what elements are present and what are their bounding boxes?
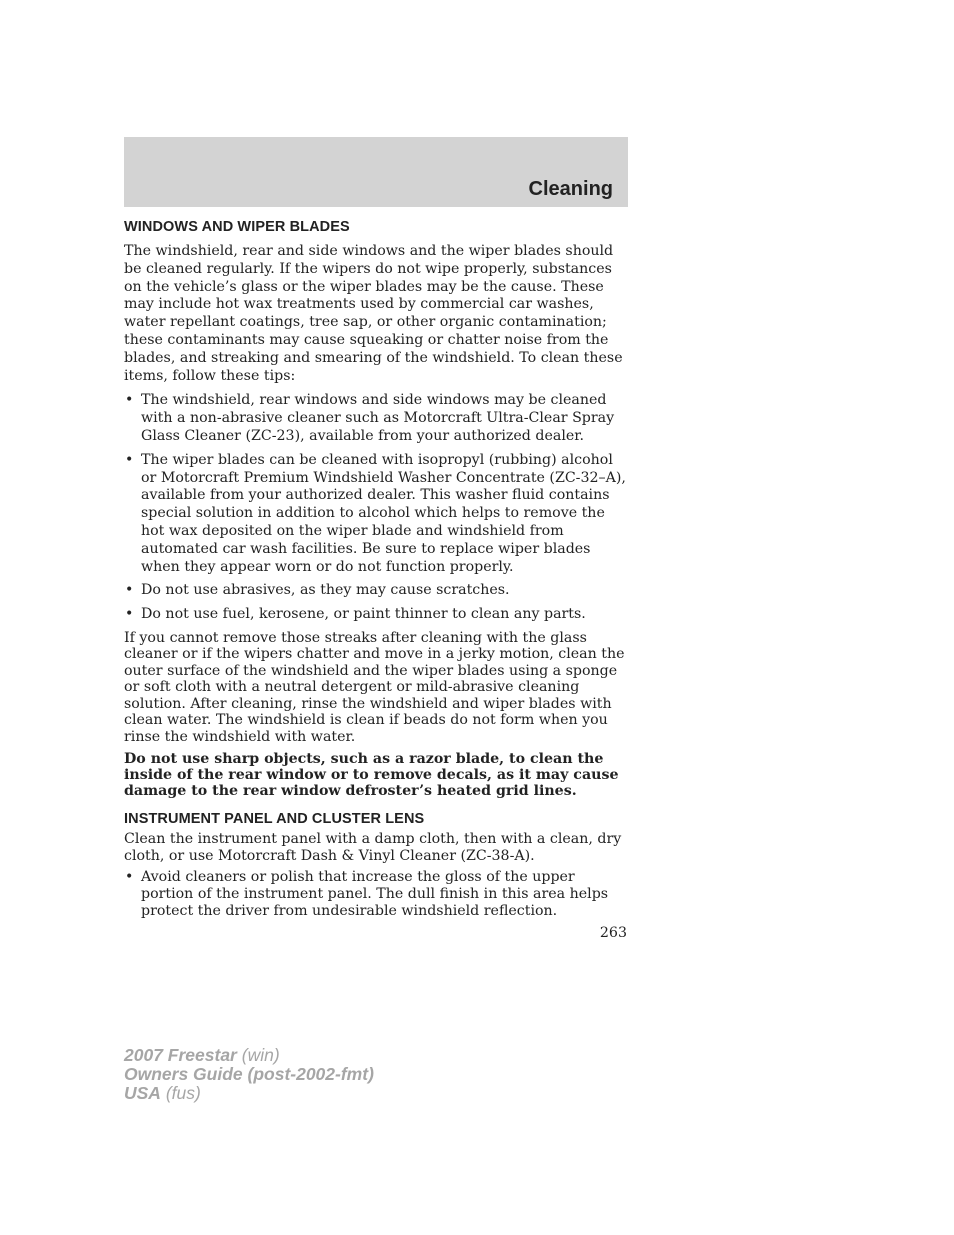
footer-line-model: 2007 Freestar (win) <box>124 1045 280 1065</box>
section-title: Cleaning <box>528 178 613 200</box>
footer-line-market: USA (fus) <box>124 1083 201 1103</box>
heading-instrument-panel: INSTRUMENT PANEL AND CLUSTER LENS <box>124 811 425 828</box>
section-header-band <box>124 137 628 207</box>
bullet-list-instrument <box>124 869 628 919</box>
bullet-list-windows <box>124 392 628 624</box>
paragraph-windows-intro: The windshield, rear and side windows and the wiper blades should be cleaned regularly. If the wipers do not wipe properly, substances on the vehicle’s glass or the wiper blades may be the cause. These may include hot wax treatments used by commercial car washes, water repellant coatings, tree sap, or other organic contamination; these contaminants may cause squeaking or chatter noise from the blades, and streaking and smearing of the windshield. To clean these items, follow these tips: <box>124 243 623 384</box>
page-content <box>124 219 628 926</box>
heading-windows-wiper-blades: WINDOWS AND WIPER BLADES <box>124 219 350 235</box>
list-item: • The wiper blades can be cleaned with isopropyl (rubbing) alcohol or Motorcraft Premium Windshield Washer Concentrate (ZC-32–A), available from your authorized dealer. This washer fluid contains special solution in addition to alcohol which helps to remove the hot wax deposited on the wiper blade and windshield from automated car wash facilities. Be sure to replace wiper blades when they appear worn or do not function properly. <box>124 452 628 577</box>
paragraph-streaks: If you cannot remove those streaks after cleaning with the glass cleaner or if the wipers chatter and move in a jerky motion, clean the outer surface of the windshield and the wiper blades using a sponge or soft cloth with a neutral detergent or mild-abrasive cleaning solution. After cleaning, rinse the windshield and wiper blades with clean water. The windshield is clean if beads do not form when you rinse the windshield with water. <box>124 629 625 745</box>
page-number: 263 <box>599 925 627 941</box>
list-item: • The windshield, rear windows and side windows may be cleaned with a non-abrasive cleaner such as Motorcraft Ultra-Clear Spray Glass Cleaner (ZC-23), available from your authorized dealer. <box>124 392 628 445</box>
document-footer <box>124 1046 374 1103</box>
warning-text: Do not use sharp objects, such as a razor blade, to clean the inside of the rear window or to remove decals, as it may cause damage to the rear window defroster’s heated grid lines. <box>124 751 619 800</box>
footer-line-guide: Owners Guide (post-2002-fmt) <box>124 1064 374 1084</box>
list-item: • Avoid cleaners or polish that increase the gloss of the upper portion of the instrument panel. The dull finish in this area helps protect the driver from undesirable windshield reflection. <box>124 869 628 919</box>
list-item: • Do not use fuel, kerosene, or paint thinner to clean any parts. <box>124 606 628 624</box>
list-item: • Do not use abrasives, as they may cause scratches. <box>124 582 628 600</box>
paragraph-instrument-intro: Clean the instrument panel with a damp cloth, then with a clean, dry cloth, or use Motorcraft Dash & Vinyl Cleaner (ZC-38-A). <box>124 831 622 865</box>
